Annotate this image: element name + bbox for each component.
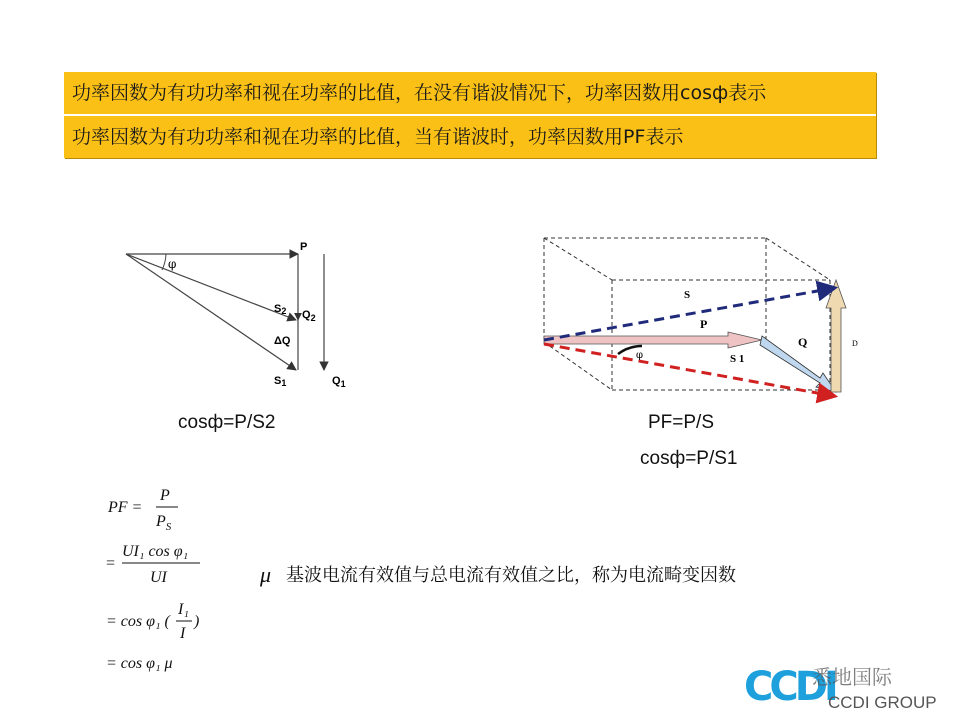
s1-dashed-arrow <box>544 344 834 396</box>
label-s1: S1 <box>274 375 287 388</box>
logo-watermark: 悉地国际 <box>812 665 892 689</box>
right-caption-1: PF=P/S <box>648 412 714 433</box>
label-p: P <box>700 317 708 331</box>
formula-line3-num: I₁ <box>178 601 189 618</box>
pf-formula <box>100 482 260 682</box>
left-caption: cosф=P/S2 <box>178 412 276 433</box>
formula-line3-suffix: ) <box>194 613 200 630</box>
right-power-box-diagram <box>530 230 870 405</box>
mu-description-text: 基波电流有效值与总电流有效值之比，称为电流畸变因数 <box>286 565 736 586</box>
label-dq: ΔQ <box>274 335 291 347</box>
label-s: S <box>684 289 691 301</box>
label-d: D <box>852 339 858 348</box>
formula-line3-den: I <box>180 625 186 642</box>
mu-description <box>260 562 800 589</box>
formula-line4: = cos φ₁ μ <box>106 655 173 672</box>
formula-line1-num: P <box>160 487 170 504</box>
label-p: P <box>300 241 308 253</box>
formula-line2-den: UI <box>150 569 167 586</box>
label-phi: φ <box>168 257 177 271</box>
label-phi: φ <box>636 350 644 361</box>
label-s2: S2 <box>274 303 287 316</box>
mu-symbol: μ <box>260 562 272 587</box>
definition-row-2: 功率因数为有功功率和视在功率的比值，当有谐波时，功率因数用PF表示 <box>64 114 876 158</box>
logo-letters: CCDI <box>744 664 835 710</box>
label-s1: S 1 <box>730 353 745 365</box>
formula-line2-num: UI₁ cos φ₁ <box>122 543 189 560</box>
definition-table <box>64 72 876 158</box>
label-q: Q <box>798 335 808 349</box>
logo-group: CCDI GROUP <box>828 693 937 712</box>
formula-line3-prefix: = cos φ₁ ( <box>106 613 170 630</box>
label-q2: $Q_2$ <box>302 309 316 323</box>
ccdi-logo <box>742 660 952 716</box>
definition-row-1: 功率因数为有功功率和视在功率的比值，在没有谐波情况下，功率因数用cosф表示 <box>72 82 767 104</box>
formula-line2-prefix: = <box>106 555 116 572</box>
ccdi-logo-mark <box>742 660 952 716</box>
s2-line <box>126 254 296 320</box>
right-caption-2: cosф=P/S1 <box>640 448 738 469</box>
formula-line1-lhs: PF = <box>108 499 143 516</box>
left-phasor-diagram <box>110 230 370 405</box>
phi-arc <box>162 254 166 270</box>
label-q1: $Q_1$ <box>332 375 346 389</box>
d-block-arrow <box>826 280 846 392</box>
formula-line1-den: $P_S$ <box>156 513 172 533</box>
s1-line <box>126 254 296 370</box>
